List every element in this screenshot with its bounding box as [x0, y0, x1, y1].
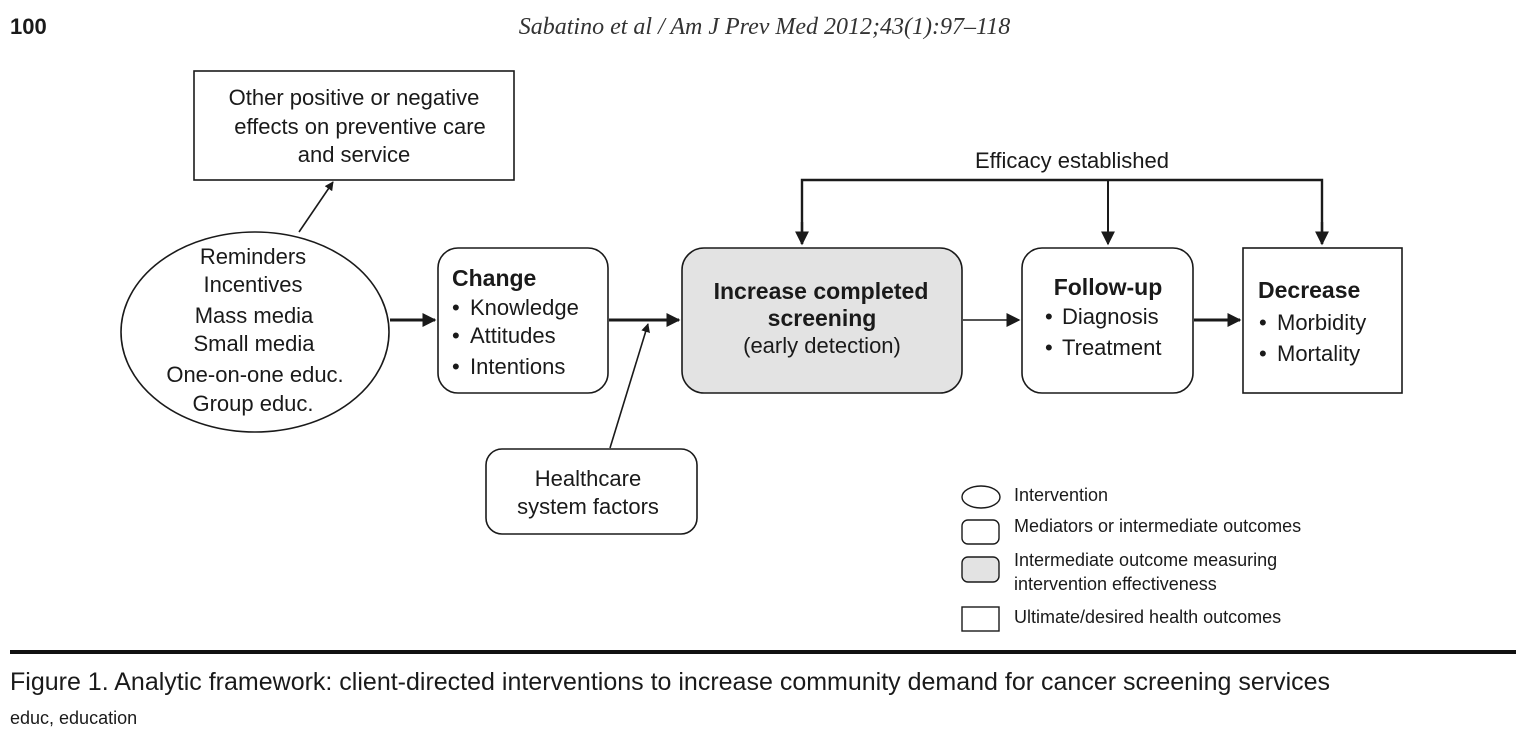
screening-title-line-1: Increase completed — [713, 278, 929, 304]
intervention-group-educ: Group educ. — [192, 391, 314, 416]
legend-intervention: Intervention — [1014, 485, 1109, 505]
screening-title-line-2: screening — [767, 305, 877, 331]
followup-item-diagnosis: Diagnosis — [1062, 304, 1159, 329]
page-number: 100 — [10, 14, 47, 39]
intervention-incentives: Incentives — [203, 272, 303, 297]
followup-item-treatment: Treatment — [1062, 335, 1162, 360]
caption-rule — [10, 650, 1516, 654]
caption-note: educ, education — [10, 708, 138, 728]
legend-ultimate: Ultimate/desired health outcomes — [1014, 607, 1282, 627]
decrease-item-mortality: Mortality — [1277, 341, 1361, 366]
other-effects-box — [194, 71, 514, 180]
change-item-knowledge: Knowledge — [470, 295, 579, 320]
intervention-small-media: Small media — [193, 331, 315, 356]
followup-title: Follow-up — [1053, 274, 1163, 300]
arrow-interventions-to-other-effects — [299, 182, 333, 232]
other-effects-line-2: effects on preventive care — [234, 114, 486, 139]
arrow-healthcare-to-pathway — [610, 324, 648, 448]
interventions-ellipse — [121, 232, 389, 432]
decrease-box — [1243, 248, 1402, 393]
figure-caption — [10, 668, 1330, 697]
intervention-mass-media: Mass media — [194, 303, 314, 328]
efficacy-bracket — [802, 148, 1322, 244]
screening-subtitle: (early detection) — [743, 333, 901, 358]
other-effects-line-1: Other positive or negative — [228, 85, 480, 110]
legend-rounded-swatch — [962, 520, 999, 544]
caption-label: Figure 1. — [10, 668, 109, 696]
change-item-attitudes: Attitudes — [470, 323, 556, 348]
intervention-reminders: Reminders — [199, 244, 307, 269]
legend-intermediate-line-2: intervention effectiveness — [1014, 574, 1217, 594]
screening-box — [682, 248, 962, 393]
bullet: • — [1259, 310, 1267, 335]
bullet: • — [452, 295, 460, 320]
decrease-title: Decrease — [1258, 277, 1361, 303]
healthcare-box — [486, 449, 697, 534]
legend — [962, 485, 1301, 631]
legend-shaded-swatch — [962, 557, 999, 582]
decrease-item-morbidity: Morbidity — [1277, 310, 1367, 335]
running-head: Sabatino et al / Am J Prev Med 2012;43(1):97–118 — [518, 14, 1011, 40]
healthcare-line-2: system factors — [517, 494, 659, 519]
legend-intermediate-line-1: Intermediate outcome measuring — [1014, 550, 1278, 570]
caption-text: Analytic framework: client-directed interventions to increase community demand for cancer screening services — [114, 668, 1331, 696]
efficacy-label: Efficacy established — [974, 148, 1170, 173]
healthcare-line-1: Healthcare — [534, 466, 642, 491]
bullet: • — [1045, 335, 1053, 360]
change-title: Change — [452, 265, 537, 291]
other-effects-line-3: and service — [297, 142, 411, 167]
bullet: • — [1259, 341, 1267, 366]
legend-square-swatch — [962, 607, 999, 631]
legend-mediators: Mediators or intermediate outcomes — [1014, 516, 1302, 536]
legend-ellipse-swatch — [962, 486, 1000, 508]
intervention-one-on-one-educ: One-on-one educ. — [166, 362, 344, 387]
change-item-intentions: Intentions — [470, 354, 566, 379]
change-box — [438, 248, 608, 393]
followup-box — [1022, 248, 1193, 393]
bullet: • — [1045, 304, 1053, 329]
bullet: • — [452, 323, 460, 348]
bullet: • — [452, 354, 460, 379]
